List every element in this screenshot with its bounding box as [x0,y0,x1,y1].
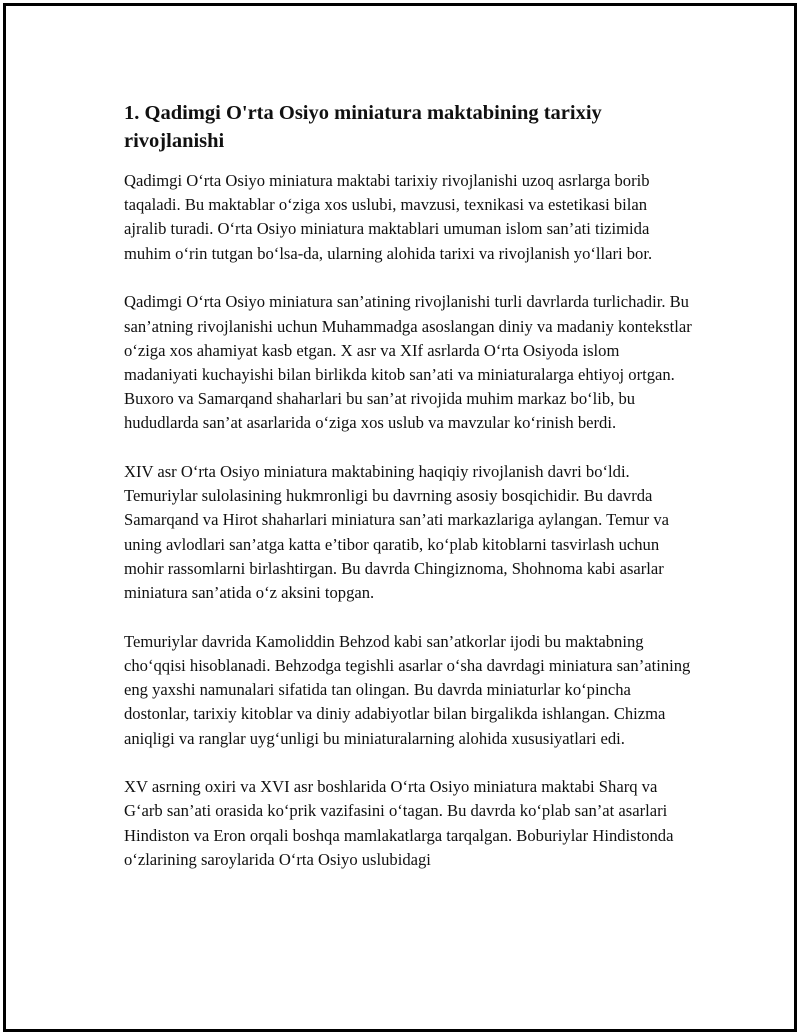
section-title: 1. Qadimgi O'rta Osiyo miniatura maktabining tarixiy rivojlanishi [124,102,602,152]
document-body [124,99,692,897]
paragraph-1: Qadimgi O‘rta Osiyo miniatura maktabi tarixiy rivojlanishi uzoq asrlarga borib taqaladi. Bu maktablar o‘ziga xos uslubi, mavzusi, texnikasi va estetikasi bilan ajralib turadi. O‘rta Osiyo miniatura maktablari umuman islom san’ati tizimida muhim o‘rin tutgan bo‘lsa-da, ularning alohida tarixi va rivojlanish yo‘llari bor. [124,171,653,263]
paragraph-5: XV asrning oxiri va XVI asr boshlarida O‘rta Osiyo miniatura maktabi Sharq va G‘arb san’ati orasida ko‘prik vazifasini o‘tagan. Bu davrda ko‘plab san’at asarlari Hindiston va Eron orqali boshqa mamlakatlarga tarqalgan. Boburiylar Hindistonda o‘zlarining saroylarida O‘rta Osiyo uslubidagi [124,777,674,869]
page-frame [3,3,797,1032]
paragraph-4: Temuriylar davrida Kamoliddin Behzod kabi san’atkorlar ijodi bu maktabning cho‘qqisi hisoblanadi. Behzodga tegishli asarlar o‘sha davrdagi miniatura san’atining eng yaxshi namunalari sifatida tan olingan. Bu davrda miniaturlar ko‘pincha dostonlar, tarixiy kitoblar va diniy adabiyotlar bilan birgalikda ishlangan. Chizma aniqligi va ranglar uyg‘unligi bu miniaturalarning alohida xususiyatlari edi. [124,631,691,748]
paragraph-3: XIV asr O‘rta Osiyo miniatura maktabining haqiqiy rivojlanish davri bo‘ldi. Temuriylar sulolasining hukmronligi bu davrning asosiy bosqichidir. Bu davrda Samarqand va Hirot shaharlari miniatura san’ati markazlariga aylangan. Temur va uning avlodlari san’atga katta e’tibor qaratib, ko‘plab kitoblarni tasvirlash uchun mohir rassomlarni birlashtirgan. Bu davrda Chingiznoma, Shohnoma kabi asarlar miniatura san’atida o‘z aksini topgan. [124,462,669,603]
paragraph-2: Qadimgi O‘rta Osiyo miniatura san’atining rivojlanishi turli davrlarda turlichadir. Bu san’atning rivojlanishi uchun Muhammadga asoslangan diniy va madaniy kontekstlar o‘ziga xos ahamiyat kasb etgan. X asr va XIf asrlarda O‘rta Osiyoda islom madaniyati kuchayishi bilan birlikda kitob san’ati va miniaturalarga ehtiyoj ortgan. Buxoro va Samarqand shaharlari bu san’at rivojida muhim markaz bo‘lib, bu hududlarda san’at asarlarida o‘ziga xos uslub va mavzular ko‘rinish berdi. [124,292,692,433]
